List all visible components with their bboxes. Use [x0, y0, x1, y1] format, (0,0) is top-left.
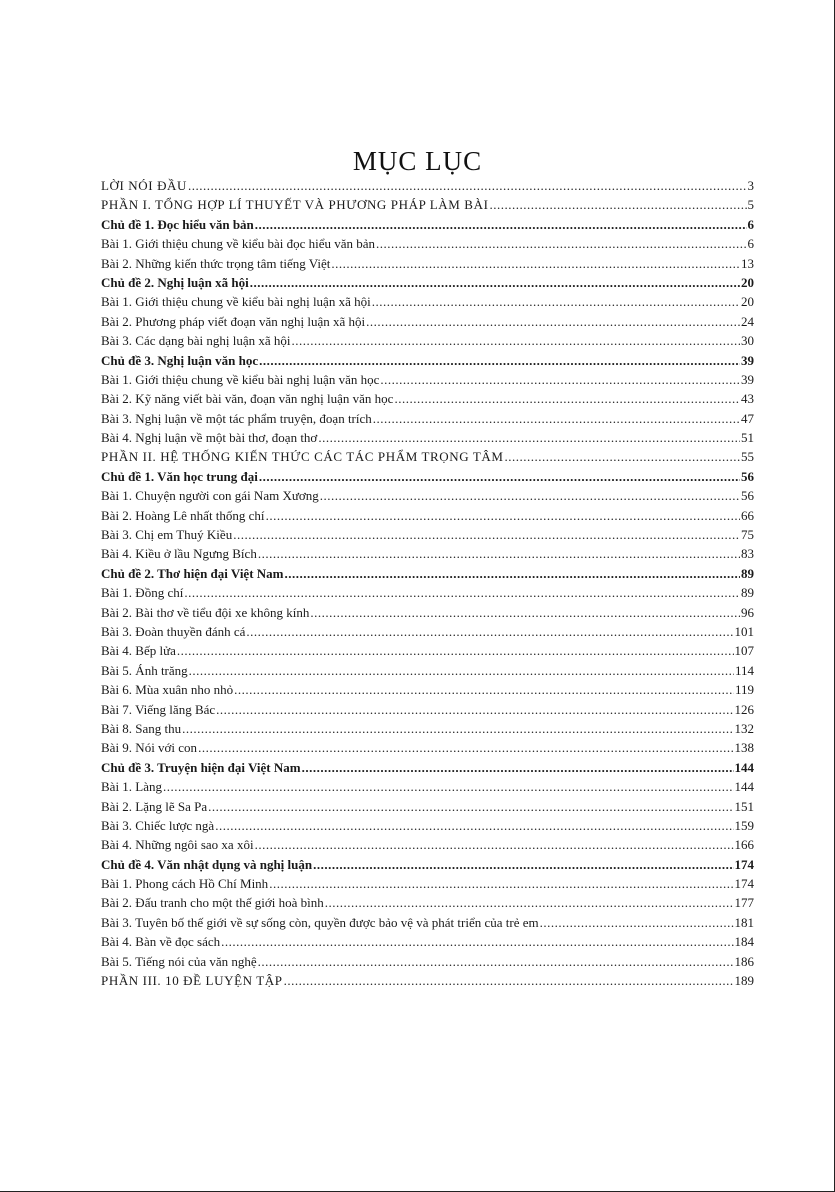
toc-entry-lesson	[101, 952, 754, 971]
toc-entry-label: Bài 3. Tuyên bố thế giới về sự sống còn, quyền được bảo vệ và phát triển của trẻ em	[101, 914, 539, 930]
toc-entry-topic	[101, 564, 754, 583]
toc-entry-page-number: 144	[734, 779, 754, 795]
dot-leader	[505, 447, 740, 466]
toc-entry-page-number: 39	[741, 352, 754, 368]
toc-entry-lesson	[101, 292, 754, 311]
toc-entry-label: Bài 5. Tiếng nói của văn nghệ	[101, 953, 257, 969]
toc-entry-page-number: 181	[734, 914, 754, 930]
toc-entry-topic	[101, 758, 754, 777]
dot-leader	[366, 312, 740, 331]
toc-entry-page-number: 151	[734, 798, 754, 814]
dot-leader	[284, 971, 734, 990]
toc-entry-lesson	[101, 506, 754, 525]
toc-entry-lesson	[101, 409, 754, 428]
dot-leader	[189, 661, 734, 680]
dot-leader	[266, 506, 740, 525]
toc-entry-label: Bài 4. Những ngôi sao xa xôi	[101, 837, 254, 853]
toc-entry-page-number: 114	[734, 662, 754, 678]
toc-entry-page-number: 24	[741, 313, 754, 329]
toc-entry-label: Chủ đề 1. Văn học trung đại	[101, 468, 258, 484]
toc-entry-topic	[101, 467, 754, 486]
toc-entry-page-number: 83	[741, 546, 754, 562]
toc-entry-lesson	[101, 835, 754, 854]
toc-entry-label: Bài 3. Các dạng bài nghị luận xã hội	[101, 333, 291, 349]
dot-leader	[376, 234, 746, 253]
toc-entry-page-number: 20	[741, 274, 754, 290]
toc-entry-page-number: 186	[734, 953, 754, 969]
toc-entry-lesson	[101, 680, 754, 699]
toc-entry-label: Bài 1. Giới thiệu chung về kiểu bài nghị luận xã hội	[101, 294, 371, 310]
toc-entry-label: Bài 7. Viếng lăng Bác	[101, 701, 216, 717]
table-of-contents	[101, 176, 754, 990]
toc-entry-page-number: 47	[741, 410, 754, 426]
toc-entry-page-number: 30	[741, 333, 754, 349]
toc-entry-lesson	[101, 816, 754, 835]
toc-entry-lesson	[101, 583, 754, 602]
dot-leader	[373, 409, 740, 428]
toc-entry-topic	[101, 855, 754, 874]
toc-entry-label: Bài 2. Bài thơ về tiểu đội xe không kính	[101, 604, 310, 620]
toc-entry-lesson	[101, 603, 754, 622]
dot-leader	[258, 952, 734, 971]
dot-leader	[163, 777, 733, 796]
toc-entry-label: Bài 5. Ánh trăng	[101, 662, 188, 678]
toc-entry-page-number: 20	[741, 294, 754, 310]
toc-entry-part	[101, 176, 754, 195]
toc-entry-page-number: 89	[741, 585, 754, 601]
toc-entry-page-number: 174	[734, 876, 754, 892]
dot-leader	[320, 486, 740, 505]
dot-leader	[325, 893, 734, 912]
dot-leader	[233, 525, 740, 544]
toc-entry-label: Chủ đề 4. Văn nhật dụng và nghị luận	[101, 856, 313, 872]
toc-entry-label: Bài 3. Nghị luận về một tác phẩm truyện, đoạn trích	[101, 410, 372, 426]
dot-leader	[198, 738, 733, 757]
toc-entry-page-number: 159	[734, 817, 754, 833]
dot-leader	[234, 680, 734, 699]
toc-entry-lesson	[101, 661, 754, 680]
toc-entry-label: Bài 4. Nghị luận về một bài thơ, đoạn thơ	[101, 430, 318, 446]
dot-leader	[188, 176, 746, 195]
dot-leader	[540, 913, 734, 932]
dot-leader	[255, 215, 747, 234]
dot-leader	[221, 932, 733, 951]
toc-entry-label: Bài 4. Bàn về đọc sách	[101, 934, 221, 950]
toc-entry-topic	[101, 273, 754, 292]
toc-entry-label: Chủ đề 1. Đọc hiểu văn bản	[101, 216, 254, 232]
dot-leader	[182, 719, 733, 738]
dot-leader	[246, 622, 733, 641]
dot-leader	[258, 544, 740, 563]
dot-leader	[259, 351, 740, 370]
dot-leader	[269, 874, 733, 893]
toc-entry-page-number: 166	[734, 837, 754, 853]
dot-leader	[313, 855, 733, 874]
toc-entry-label: Bài 3. Chị em Thuý Kiều	[101, 527, 233, 543]
dot-leader	[259, 467, 740, 486]
dot-leader	[292, 331, 740, 350]
dot-leader	[215, 816, 733, 835]
dot-leader	[177, 641, 734, 660]
toc-entry-label: Bài 8. Sang thu	[101, 720, 182, 736]
toc-entry-page-number: 184	[734, 934, 754, 950]
toc-entry-label: PHẦN II. HỆ THỐNG KIẾN THỨC CÁC TÁC PHẨM TRỌNG TÂM	[101, 449, 504, 465]
toc-entry-page-number: 89	[741, 565, 754, 581]
dot-leader	[250, 273, 740, 292]
toc-entry-page-number: 189	[734, 973, 754, 989]
toc-entry-lesson	[101, 486, 754, 505]
toc-entry-page-number: 138	[734, 740, 754, 756]
toc-entry-page-number: 56	[741, 468, 754, 484]
toc-entry-label: LỜI NÓI ĐẦU	[101, 178, 188, 193]
toc-entry-page-number: 177	[734, 895, 754, 911]
toc-entry-page-number: 56	[741, 488, 754, 504]
toc-entry-part	[101, 971, 754, 990]
toc-entry-page-number: 55	[741, 449, 754, 465]
toc-entry-lesson	[101, 874, 754, 893]
toc-entry-label: Bài 3. Chiếc lược ngà	[101, 817, 215, 833]
toc-entry-label: Chủ đề 3. Nghị luận văn học	[101, 352, 259, 368]
toc-entry-lesson	[101, 700, 754, 719]
toc-entry-lesson	[101, 370, 754, 389]
dot-leader	[394, 389, 740, 408]
dot-leader	[302, 758, 734, 777]
toc-entry-label: Bài 2. Phương pháp viết đoạn văn nghị luận xã hội	[101, 313, 366, 329]
page-title: MỤC LỤC	[352, 146, 483, 176]
toc-entry-topic	[101, 351, 754, 370]
dot-leader	[310, 603, 740, 622]
dot-leader	[318, 428, 740, 447]
toc-entry-label: Bài 1. Giới thiệu chung về kiểu bài đọc hiểu văn bản	[101, 236, 376, 252]
toc-entry-page-number: 96	[741, 604, 754, 620]
toc-entry-label: Bài 2. Kỹ năng viết bài văn, đoạn văn nghị luận văn học	[101, 391, 394, 407]
toc-entry-label: Bài 2. Những kiến thức trọng tâm tiếng Việt	[101, 255, 331, 271]
toc-entry-label: Bài 2. Đấu tranh cho một thế giới hoà bình	[101, 895, 324, 911]
toc-entry-lesson	[101, 234, 754, 253]
toc-entry-page-number: 43	[741, 391, 754, 407]
toc-entry-label: Bài 9. Nói với con	[101, 740, 198, 756]
toc-entry-lesson	[101, 389, 754, 408]
toc-entry-lesson	[101, 254, 754, 273]
toc-entry-label: Bài 4. Bếp lửa	[101, 643, 176, 659]
toc-entry-page-number: 66	[741, 507, 754, 523]
toc-entry-label: Chủ đề 2. Nghị luận xã hội	[101, 274, 249, 290]
toc-entry-page-number: 3	[747, 178, 754, 193]
dot-leader	[255, 835, 734, 854]
toc-entry-label: Bài 3. Đoàn thuyền đánh cá	[101, 623, 246, 639]
dot-leader	[490, 195, 747, 214]
dot-leader	[216, 700, 733, 719]
toc-entry-label: Bài 1. Chuyện người con gái Nam Xương	[101, 488, 319, 504]
toc-entry-page-number: 107	[734, 643, 754, 659]
toc-entry-lesson	[101, 544, 754, 563]
dot-leader	[372, 292, 740, 311]
toc-entry-lesson	[101, 797, 754, 816]
toc-entry-lesson	[101, 428, 754, 447]
toc-entry-label: Bài 1. Phong cách Hồ Chí Minh	[101, 876, 269, 892]
toc-entry-lesson	[101, 932, 754, 951]
toc-entry-lesson	[101, 777, 754, 796]
toc-entry-part	[101, 195, 754, 214]
toc-entry-page-number: 174	[734, 856, 754, 872]
toc-entry-lesson	[101, 719, 754, 738]
toc-entry-page-number: 119	[734, 682, 754, 698]
toc-entry-lesson	[101, 331, 754, 350]
toc-entry-lesson	[101, 641, 754, 660]
toc-entry-page-number: 75	[741, 527, 754, 543]
dot-leader	[380, 370, 740, 389]
toc-entry-label: Bài 1. Giới thiệu chung về kiểu bài nghị luận văn học	[101, 371, 380, 387]
toc-entry-topic	[101, 215, 754, 234]
toc-entry-page-number: 5	[747, 197, 754, 213]
dot-leader	[208, 797, 733, 816]
toc-entry-page-number: 6	[747, 216, 754, 232]
toc-entry-label: PHẦN III. 10 ĐỀ LUYỆN TẬP	[101, 973, 283, 989]
dot-leader	[184, 583, 740, 602]
toc-entry-lesson	[101, 525, 754, 544]
toc-entry-label: Chủ đề 2. Thơ hiện đại Việt Nam	[101, 565, 284, 581]
toc-entry-label: Bài 4. Kiều ở lầu Ngưng Bích	[101, 546, 257, 562]
toc-entry-lesson	[101, 312, 754, 331]
toc-entry-page-number: 39	[741, 371, 754, 387]
toc-entry-page-number: 101	[734, 623, 754, 639]
toc-entry-label: Bài 1. Làng	[101, 779, 163, 795]
toc-entry-label: Chủ đề 3. Truyện hiện đại Việt Nam	[101, 759, 301, 775]
toc-entry-part	[101, 447, 754, 466]
toc-entry-lesson	[101, 622, 754, 641]
toc-entry-label: PHẦN I. TỔNG HỢP LÍ THUYẾT VÀ PHƯƠNG PHÁP LÀM BÀI	[101, 197, 489, 213]
toc-entry-label: Bài 2. Hoàng Lê nhất thống chí	[101, 507, 265, 523]
toc-entry-lesson	[101, 913, 754, 932]
toc-entry-label: Bài 2. Lặng lẽ Sa Pa	[101, 798, 208, 814]
toc-entry-page-number: 126	[734, 701, 754, 717]
dot-leader	[285, 564, 741, 583]
toc-entry-page-number: 51	[741, 430, 754, 446]
toc-entry-label: Bài 6. Mùa xuân nho nhỏ	[101, 682, 234, 698]
toc-entry-page-number: 6	[747, 236, 754, 252]
toc-entry-label: Bài 1. Đồng chí	[101, 585, 184, 601]
toc-entry-page-number: 132	[734, 720, 754, 736]
toc-entry-page-number: 13	[741, 255, 754, 271]
dot-leader	[331, 254, 740, 273]
toc-entry-lesson	[101, 893, 754, 912]
toc-entry-lesson	[101, 738, 754, 757]
toc-entry-page-number: 144	[734, 759, 754, 775]
